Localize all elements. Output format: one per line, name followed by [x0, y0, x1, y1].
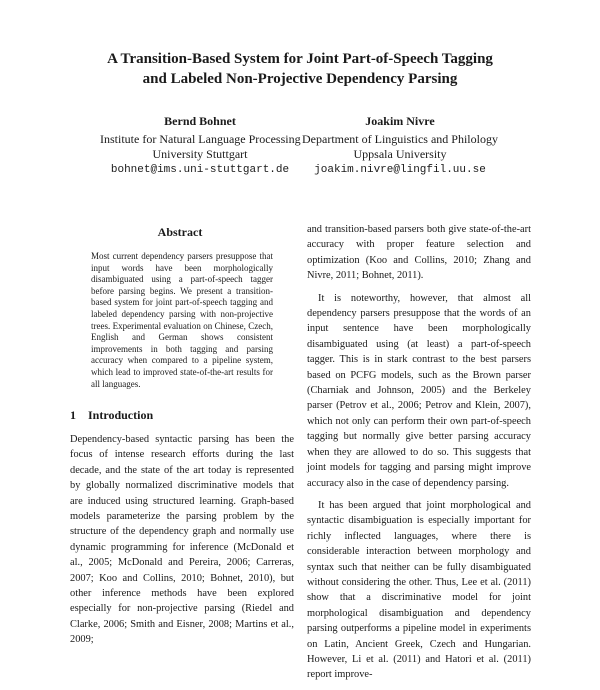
abstract-heading: Abstract [157, 225, 203, 239]
section-title: Introduction [88, 408, 154, 422]
section-heading-introduction [70, 408, 153, 423]
title-line-1: A Transition-Based System for Joint Part-of-Speech Tagging [107, 51, 493, 67]
author-institution: Uppsala University [353, 147, 447, 161]
right-paragraph-1: and transition-based parsers both give state-of-the-art accuracy with proper feature selection and optimization (Koo and Collins, 2010; Zhang and Nivre, 2011; Bohnet, 2011). [307, 224, 531, 282]
author-block-1 [100, 114, 300, 178]
right-paragraph-3: It has been argued that joint morphological and syntactic disambiguation is especially important for richly inflected languages, where there is considerable interaction between morphology and syntax such that neither can be fully disambiguated without considering the other. Thus, Lee et al. (2011) show that a discriminative model for joint morphological disambiguation and dependency parsing outperforms a pipeline model in experiments on Latin, Ancient Greek, Czech and Hungarian. However, Li et al. (2011) and Hatori et al. (2011) report improve- [307, 499, 531, 681]
author-name: Joakim Nivre [365, 114, 435, 128]
author-name: Bernd Bohnet [164, 114, 236, 128]
right-paragraph-2: It is noteworthy, however, that almost all dependency parsers presuppose that the words of an input sentence have been morphologically disambiguated using (at least) a part-of-speech tagger. This is in stark contrast to the best parsers based on PCFG models, such as the Brown parser (Charniak and Johnson, 2005) and the Berkeley parser (Petrov et al., 2006; Petrov and Klein, 2007), which not only can perform their own part-of-speech tagging but normally give better parsing accuracy when they are allowed to do so. This suggests that joint models for tagging and parsing might improve accuracy also in the case of dependency parsing. [307, 292, 531, 489]
section-number: 1 [70, 408, 76, 422]
author-affiliation: Department of Linguistics and Philology [302, 131, 498, 146]
author-block-2 [300, 114, 500, 178]
abstract-text: Most current dependency parsers presuppose that input words have been morphologically disambiguated using a part-of-speech tagger before parsing begins. We present a transition-based system for joint part-of-speech tagging and labeled dependency parsing with non-projective trees. Experimental evaluation on Chinese, Czech, English and German shows consistent improvements in both tagging and parsing accuracy when compared to a pipeline system, which lead to improved state-of-the-art results for all languages. [91, 251, 273, 389]
author-email: bohnet@ims.uni-stuttgart.de [110, 163, 290, 176]
introduction-paragraph-1: Dependency-based syntactic parsing has been the focus of intense research efforts during the last decade, and the state of the art today is represented by globally normalized discriminative models that are induced using structured learning. Graph-based models parameterize the parsing problem by the structure of the dependency graph and normally use dynamic programming for inference (McDonald et al., 2005; McDonald and Pereira, 2006; Carreras, 2007; Koo and Collins, 2010; Bohnet, 2010), but other inference methods have been explored especially for non-projective parsing (Riedel and Clarke, 2006; Smith and Eisner, 2008; Martins et al., 2009; [70, 434, 294, 646]
author-email: joakim.nivre@lingfil.uu.se [314, 163, 486, 176]
right-column [307, 222, 531, 690]
title-line-2: and Labeled Non-Projective Dependency Parsing [142, 71, 458, 87]
left-column [70, 432, 294, 648]
author-institution: University Stuttgart [152, 147, 248, 161]
author-affiliation: Institute for Natural Language Processing [100, 131, 301, 146]
paper-title [0, 49, 600, 89]
